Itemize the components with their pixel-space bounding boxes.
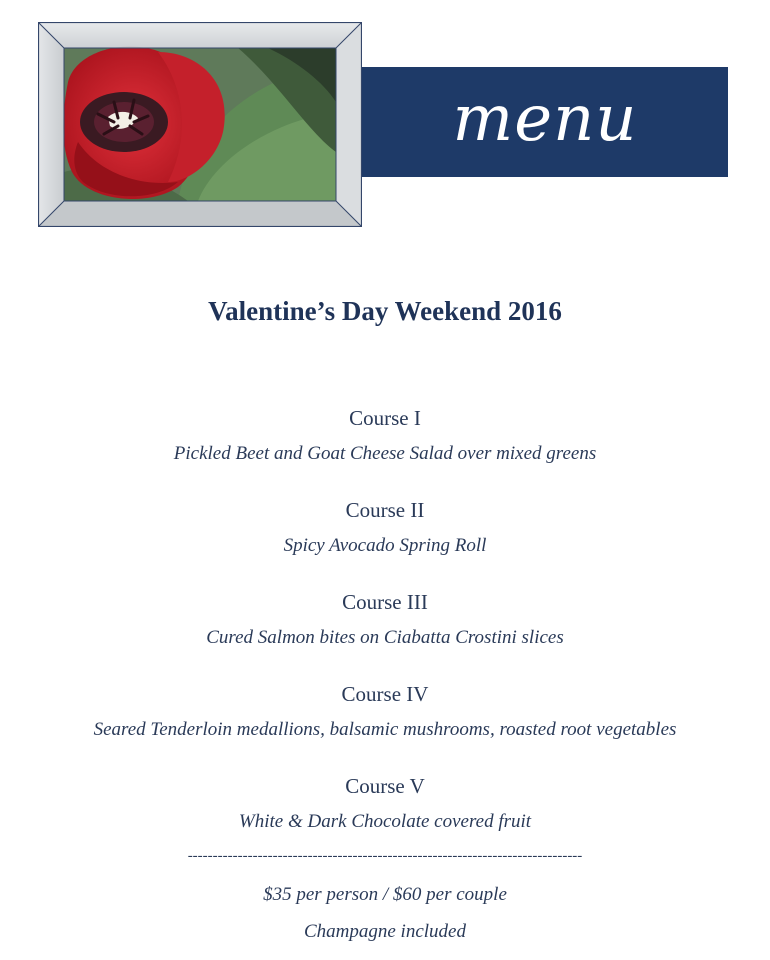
course-item (0, 588, 770, 680)
course-dish: Spicy Avocado Spring Roll (283, 535, 487, 556)
course-list (0, 404, 770, 864)
dashed-divider: ------------------------------------------------------------------------------- (187, 848, 583, 864)
course-dish: Cured Salmon bites on Ciabatta Crostini slices (206, 627, 564, 648)
course-name: Course II (345, 498, 425, 522)
page-title: Valentine’s Day Weekend 2016 (208, 296, 562, 326)
course-item (0, 680, 770, 772)
red-tulip-photo-icon (38, 22, 362, 227)
tulip-photo-frame (38, 22, 362, 227)
champagne-note: Champagne included (303, 921, 466, 942)
menu-banner-text: menu (452, 82, 638, 156)
course-dish: White & Dark Chocolate covered fruit (238, 811, 532, 832)
course-dish: Pickled Beet and Goat Cheese Salad over mixed greens (173, 443, 597, 464)
price-line: $35 per person / $60 per couple (263, 884, 507, 905)
course-name: Course IV (341, 682, 429, 706)
course-name: Course III (342, 590, 428, 614)
course-name: Course V (345, 774, 425, 798)
course-item (0, 404, 770, 496)
course-dish: Seared Tenderloin medallions, balsamic mushrooms, roasted root vegetables (93, 719, 677, 740)
menu-banner (362, 67, 728, 177)
course-item (0, 496, 770, 588)
course-name: Course I (349, 406, 421, 430)
